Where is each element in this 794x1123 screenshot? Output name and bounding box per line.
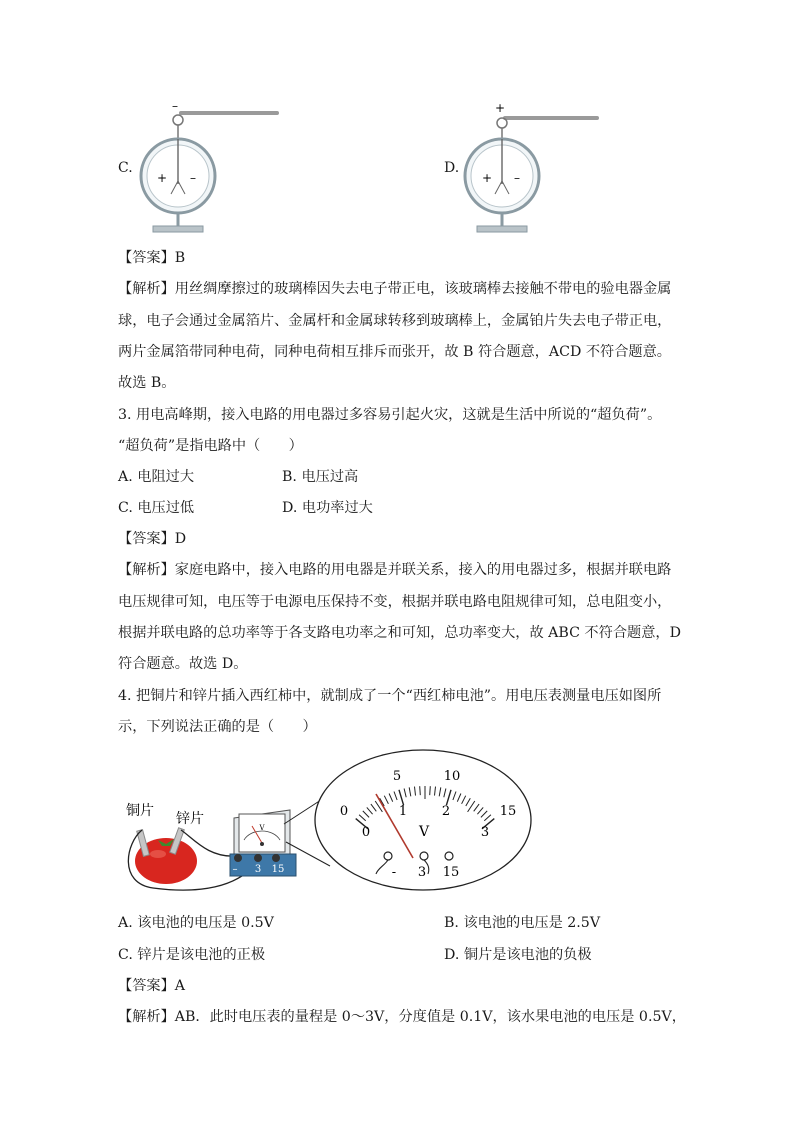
q2-answer: 【答案】B [118,250,186,266]
q3-stem-line-2: “超负荷”是指电路中（ ） [118,438,303,454]
copper-label: 铜片 [126,803,154,819]
q4-option-b: B. 该电池的电压是 2.5V [444,915,601,931]
q3-analysis-line-2: 电压规律可知，电压等于电源电压保持不变，根据并联电路电阻规律可知，总电阻变小， [118,594,672,610]
dial-lower-1: 1 [398,804,408,819]
dial-upper-15: 15 [499,804,517,819]
q3-option-d: D. 电功率过大 [282,500,373,516]
tomato-battery-figure [118,748,538,896]
option-d-label: D. [444,160,460,176]
dial-upper-10: 10 [443,769,461,784]
q4-option-d: D. 铜片是该电池的负极 [444,947,592,963]
q3-option-b: B. 电压过高 [282,469,359,485]
dial-terminal-15: 15 [442,865,460,880]
dial-tick [430,786,431,795]
terminal-15: 15 [271,864,285,875]
left-leaf-sign: + [156,171,168,185]
q2-analysis-line-2: 球，电子会通过金属箔片、金属杆和金属球转移到玻璃棒上，金属铂片失去电子带正电， [118,313,672,329]
q4-answer: 【答案】A [118,978,185,994]
right-leaf-sign: – [190,171,196,185]
q4-stem-line-1: 4. 把铜片和锌片插入西红柿中，就制成了一个“西红柿电池”。用电压表测量电压如图所 [118,688,662,704]
option-c-label: C. [118,160,133,176]
right-leaf-sign: – [514,171,520,185]
q3-option-a: A. 电阻过大 [118,469,195,485]
q4-option-c: C. 锌片是该电池的正极 [118,947,266,963]
dial-unit: V [418,824,430,840]
terminal-3: 3 [254,864,262,875]
q3-option-c: C. 电压过低 [118,500,195,516]
q3-analysis-line-3: 根据并联电路的总功率等于各支路电功率之和可知，总功率变大，故 ABC 不符合题意，D [118,625,681,641]
q2-analysis-line-1: 【解析】用丝绸摩擦过的玻璃棒因失去电子带正电，该玻璃棒去接触不带电的验电器金属 [118,281,672,297]
dial-upper-0: 0 [339,804,349,819]
q2-analysis-line-3: 两片金属箔带同种电荷，同种电荷相互排斥而张开，故 B 符合题意，ACD 不符合题意。 [118,344,671,360]
terminal-neg: – [232,864,238,875]
q3-stem-line-1: 3. 用电高峰期，接入电路的用电器过多容易引起火灾，这就是生活中所说的“超负荷”。 [118,407,662,423]
rod-charge-sign: + [494,101,506,115]
dial-tick [420,786,421,795]
dial-lower-3: 3 [480,825,490,840]
q3-analysis-line-4: 符合题意。故选 D。 [118,656,248,672]
q4-option-a: A. 该电池的电压是 0.5V [118,915,274,931]
q4-stem-line-2: 示，下列说法正确的是（ ） [118,719,317,735]
dial-lower-0: 0 [361,825,371,840]
electroscope-c-figure [135,96,305,236]
electroscope-d-figure [459,96,629,236]
q3-analysis-line-1: 【解析】家庭电路中，接入电路的用电器是并联关系，接入的用电器过多，根据并联电路 [118,562,672,578]
q4-analysis-line-1: 【解析】AB．此时电压表的量程是 0～3V，分度值是 0.1V，该水果电池的电压是 0.5V， [118,1009,686,1025]
dial-terminal-3: 3 [417,865,427,880]
rod-charge-sign: – [172,99,178,113]
dial-lower-2: 2 [441,804,451,819]
q2-analysis-line-4: 故选 B。 [118,375,176,391]
q3-answer: 【答案】D [118,531,187,547]
left-leaf-sign: + [481,171,493,185]
dial-terminal-neg: - [391,865,397,880]
dial-upper-5: 5 [392,769,402,784]
meter-symbol: V [259,824,265,832]
zinc-label: 锌片 [176,811,204,827]
